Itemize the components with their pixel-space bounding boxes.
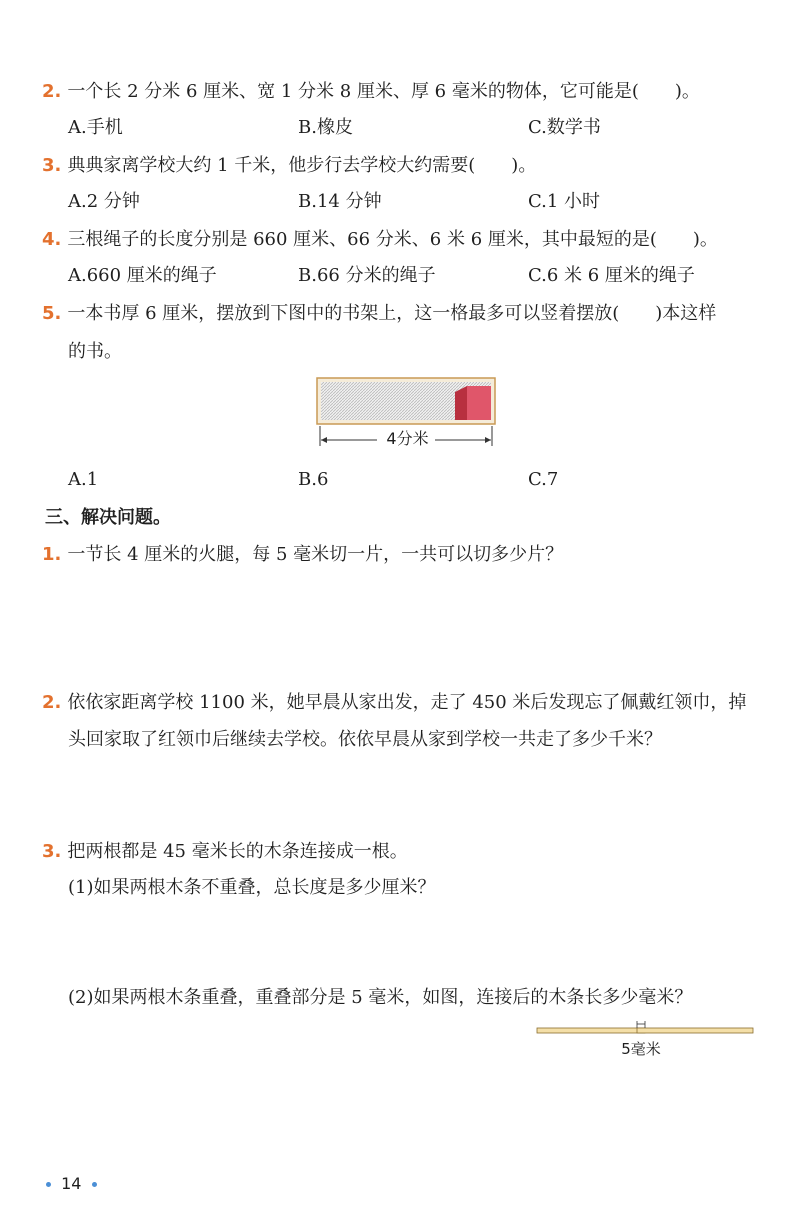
- stick-left: [537, 1028, 645, 1033]
- option-b: B.66 分米的绳子: [298, 265, 436, 286]
- question-5: [42, 302, 716, 326]
- option-c: C.数学书: [528, 117, 601, 138]
- question-text: 典典家离学校大约 1 千米，他步行去学校大约需要( )。: [67, 155, 537, 176]
- page-number: 14: [61, 1174, 82, 1193]
- problem-number: 3.: [42, 841, 62, 862]
- question-number: 3.: [42, 155, 62, 176]
- sticks-figure: [535, 1018, 755, 1042]
- option-a: A.660 厘米的绳子: [68, 265, 217, 286]
- question-text: 三根绳子的长度分别是 660 厘米、66 分米、6 米 6 厘米，其中最短的是( )。: [67, 229, 718, 250]
- problem-text-line1: 依依家距离学校 1100 米，她早晨从家出发，走了 450 米后发现忘了佩戴红领巾，掉: [67, 692, 747, 713]
- problem-number: 2.: [42, 692, 62, 713]
- problem-2: [42, 691, 746, 715]
- option-b: B.14 分钟: [298, 191, 382, 212]
- problem-text: 一节长 4 厘米的火腿，每 5 毫米切一片，一共可以切多少片？: [67, 544, 564, 565]
- dot-icon: [92, 1182, 97, 1187]
- book-icon: [467, 386, 491, 420]
- option-b: B.橡皮: [298, 117, 353, 138]
- section-title: 三、解决问题。: [45, 507, 171, 528]
- question-2: [42, 80, 700, 104]
- stick-right: [637, 1028, 753, 1033]
- question-number: 5.: [42, 303, 62, 324]
- shelf-width-label: 4分米: [386, 429, 429, 448]
- problem-text: 把两根都是 45 毫米长的木条连接成一根。: [67, 841, 408, 862]
- question-number: 2.: [42, 81, 62, 102]
- option-a: A.1: [68, 469, 99, 490]
- dot-icon: [46, 1182, 51, 1187]
- option-c: C.7: [528, 469, 559, 490]
- question-3: [42, 154, 536, 178]
- option-b: B.6: [298, 469, 329, 490]
- book-side: [455, 386, 467, 420]
- question-4: [42, 228, 718, 252]
- problem-number: 1.: [42, 544, 62, 565]
- question-text-line2: 的书。: [68, 341, 122, 362]
- option-a: A.2 分钟: [68, 191, 140, 212]
- sub-question-1: (1)如果两根木条不重叠，总长度是多少厘米？: [68, 877, 436, 898]
- problem-3: [42, 840, 408, 864]
- question-text-line1: 一本书厚 6 厘米，摆放到下图中的书架上，这一格最多可以竖着摆放( )本这样: [67, 303, 717, 324]
- page-footer: [46, 1174, 97, 1193]
- option-c: C.1 小时: [528, 191, 601, 212]
- overlap-label: 5毫米: [621, 1040, 661, 1058]
- sub-question-2: (2)如果两根木条重叠，重叠部分是 5 毫米，如图，连接后的木条长多少毫米？: [68, 987, 693, 1008]
- option-a: A.手机: [68, 117, 123, 138]
- question-text: 一个长 2 分米 6 厘米、宽 1 分米 8 厘米、厚 6 毫米的物体，它可能是( )。: [67, 81, 700, 102]
- question-number: 4.: [42, 229, 62, 250]
- problem-text-line2: 头回家取了红领巾后继续去学校。依依早晨从家到学校一共走了多少千米？: [68, 729, 662, 750]
- problem-1: [42, 543, 563, 567]
- option-c: C.6 米 6 厘米的绳子: [528, 265, 695, 286]
